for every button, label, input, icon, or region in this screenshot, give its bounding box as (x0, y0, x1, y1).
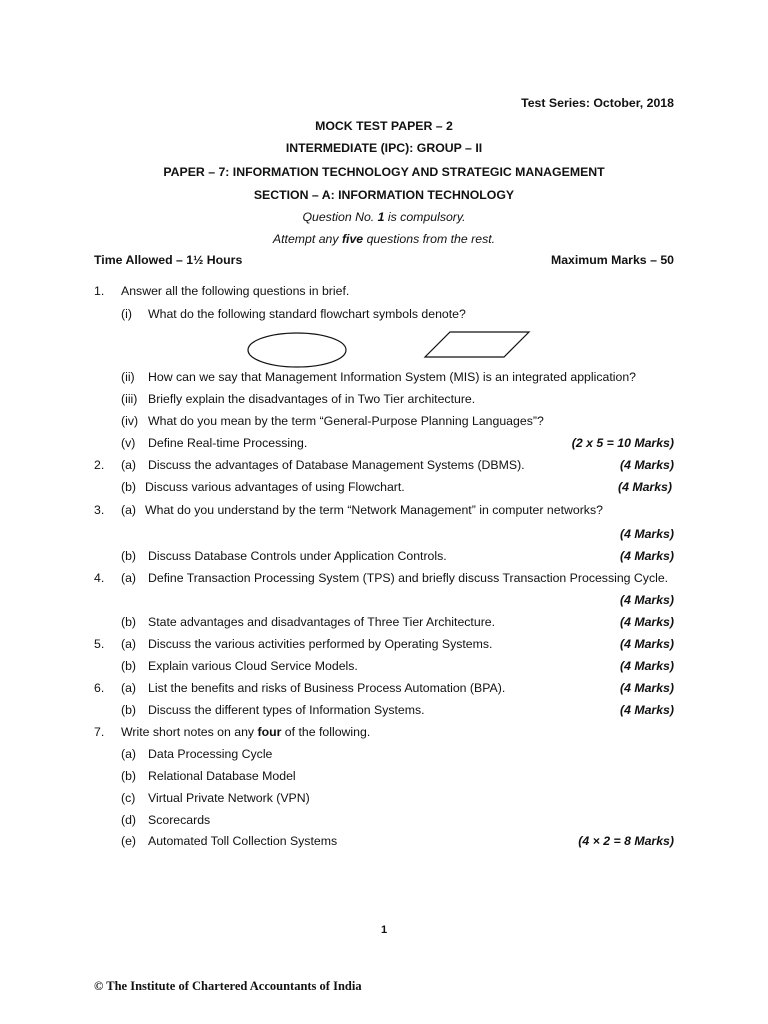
sub-question-text: Briefly explain the disadvantages of in Two Tier architecture. (148, 392, 476, 406)
sub-label: (v) (121, 436, 136, 450)
instruction-attempt (0, 232, 768, 246)
sub-question-text: How can we say that Management Information System (MIS) is an integrated application? (148, 370, 637, 384)
page-number: 1 (380, 924, 388, 936)
sub-question-text: Discuss the advantages of Database Management Systems (DBMS). (148, 458, 525, 472)
sub-label: (iii) (121, 392, 138, 406)
instruction-compulsory-bold: 1 (377, 210, 385, 224)
sub-question-text: Discuss the different types of Information Systems. (148, 703, 425, 717)
instruction-attempt-bold: five (341, 232, 364, 246)
sub-question-text: Scorecards (148, 813, 211, 827)
question-text-pre: Write short notes on any (121, 725, 258, 739)
question-number: 7. (94, 725, 105, 739)
copyright-footer: © The Institute of Chartered Accountants of India (94, 979, 362, 993)
marks-label: (4 Marks) (620, 703, 674, 717)
sub-question-text: Data Processing Cycle (148, 747, 273, 761)
group-title: INTERMEDIATE (IPC): GROUP – II (285, 141, 483, 155)
sub-label: (c) (121, 791, 136, 805)
marks-label: (4 Marks) (620, 637, 674, 651)
question-number: 1. (94, 284, 105, 298)
sub-label: (a) (121, 637, 137, 651)
marks-label: (4 Marks) (620, 593, 674, 607)
question-number: 2. (94, 458, 105, 472)
marks-label: (2 x 5 = 10 Marks) (571, 436, 674, 450)
instruction-compulsory (0, 210, 768, 224)
sub-question-text: Automated Toll Collection Systems (148, 834, 338, 848)
sub-label: (a) (121, 458, 137, 472)
sub-question-text: Define Transaction Processing System (TPS) and briefly discuss Transaction Processing Cycle. (148, 571, 669, 585)
sub-question-text: What do you understand by the term “Network Management” in computer networks? (145, 503, 603, 517)
sub-label: (a) (121, 503, 137, 517)
test-series: Test Series: October, 2018 (521, 96, 674, 110)
sub-question-text: Discuss various advantages of using Flowchart. (145, 480, 405, 494)
sub-question-text: Discuss Database Controls under Application Controls. (148, 549, 447, 563)
paper-subject: PAPER – 7: INFORMATION TECHNOLOGY AND STRATEGIC MANAGEMENT (163, 165, 605, 179)
sub-question-text: Discuss the various activities performed by Operating Systems. (148, 637, 493, 651)
sub-question-text: What do you mean by the term “General-Purpose Planning Languages”? (148, 414, 544, 428)
sub-label: (iv) (121, 414, 139, 428)
marks-label: (4 Marks) (620, 659, 674, 673)
instruction-compulsory-post: is compulsory. (384, 210, 466, 224)
parallelogram-symbol (425, 332, 529, 357)
marks-label: (4 Marks) (620, 615, 674, 629)
flowchart-symbols (240, 328, 540, 370)
sub-question-text: State advantages and disadvantages of Three Tier Architecture. (148, 615, 496, 629)
sub-label: (ii) (121, 370, 135, 384)
question-number: 6. (94, 681, 105, 695)
instruction-compulsory-pre: Question No. (302, 210, 378, 224)
question-number: 4. (94, 571, 105, 585)
question-number: 5. (94, 637, 105, 651)
sub-question-text: Relational Database Model (148, 769, 296, 783)
sub-question-text: List the benefits and risks of Business Process Automation (BPA). (148, 681, 506, 695)
question-text-bold: four (257, 725, 282, 739)
marks-label: (4 Marks) (620, 527, 674, 541)
sub-label: (b) (121, 549, 137, 563)
time-allowed: Time Allowed – 1½ Hours (94, 253, 243, 267)
question-text: Answer all the following questions in brief. (121, 284, 350, 298)
sub-label: (b) (121, 659, 137, 673)
sub-label: (a) (121, 681, 137, 695)
sub-label: (b) (121, 615, 137, 629)
sub-label: (i) (121, 307, 132, 321)
sub-question-text: Define Real-time Processing. (148, 436, 308, 450)
marks-label: (4 × 2 = 8 Marks) (578, 834, 674, 848)
question-number: 3. (94, 503, 105, 517)
sub-label: (a) (121, 747, 137, 761)
maximum-marks: Maximum Marks – 50 (550, 253, 674, 267)
sub-label: (a) (121, 571, 137, 585)
terminal-ellipse-symbol (248, 333, 346, 367)
marks-label: (4 Marks) (618, 480, 672, 494)
sub-question-text: What do the following standard flowchart symbols denote? (148, 307, 466, 321)
marks-label: (4 Marks) (620, 549, 674, 563)
marks-label: (4 Marks) (620, 458, 674, 472)
sub-label: (b) (121, 480, 137, 494)
sub-label: (b) (121, 703, 137, 717)
question-text-post: of the following. (281, 725, 371, 739)
sub-label: (d) (121, 813, 137, 827)
sub-label: (b) (121, 769, 137, 783)
marks-label: (4 Marks) (620, 681, 674, 695)
sub-question-text: Explain various Cloud Service Models. (148, 659, 358, 673)
sub-question-text: Virtual Private Network (VPN) (148, 791, 310, 805)
instruction-attempt-pre: Attempt any (272, 232, 342, 246)
instruction-attempt-post: questions from the rest. (363, 232, 496, 246)
sub-label: (e) (121, 834, 137, 848)
question-text (121, 725, 370, 739)
paper-title: MOCK TEST PAPER – 2 (315, 119, 453, 133)
section-title: SECTION – A: INFORMATION TECHNOLOGY (253, 188, 515, 202)
